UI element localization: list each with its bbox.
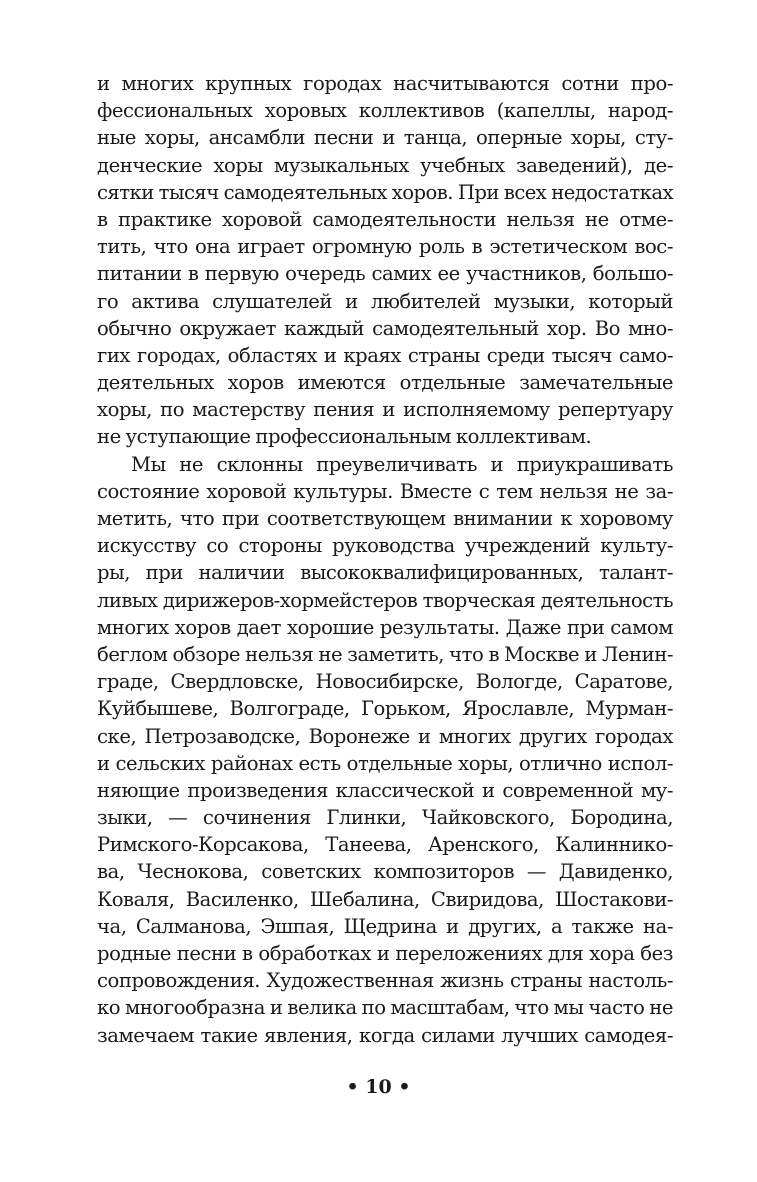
- text-line: беглом обзоре нельзя не заметить, что в Москве и Ленин-: [97, 642, 673, 666]
- text-line: питании в первую очередь самих ее участников, большо-: [97, 262, 673, 286]
- text-line: метить, что при соответствующем внимании к хоровому: [97, 507, 673, 530]
- text-line: Римского-Корсакова, Танеева, Аренского, Калиннико-: [97, 833, 673, 857]
- text-line: в практике хоровой самодеятельности нельзя не отме-: [97, 207, 673, 231]
- text-line: го актива слушателей и любителей музыки, который: [97, 289, 673, 313]
- text-line: сопровождения. Художественная жизнь страны настоль-: [97, 969, 673, 993]
- text-line: гих городах, областях и краях страны среди тысяч само-: [97, 343, 673, 367]
- text-line: тить, что она играет огромную роль в эстетическом вос-: [97, 235, 673, 259]
- text-line: няющие произведения классической и современной му-: [97, 778, 673, 802]
- text-line: хоры, по мастерству пения и исполняемому репертуару: [97, 398, 673, 422]
- text-line: фессиональных хоровых коллективов (капеллы, народ-: [97, 99, 673, 123]
- text-line: родные песни в обработках и переложениях для хора без: [97, 942, 673, 965]
- text-line: замечаем такие явления, когда силами лучших самодея-: [97, 1023, 673, 1047]
- text-line: и многих крупных городах насчитываются сотни про-: [97, 72, 673, 95]
- text-line: деятельных хоров имеются отдельные замечательные: [97, 371, 673, 395]
- text-line: Коваля, Василенко, Шебалина, Свиридова, Шостакови-: [97, 887, 673, 911]
- text-line: ры, при наличии высококвалифицированных, талант-: [97, 561, 673, 585]
- text-line: зыки, — сочинения Глинки, Чайковского, Бородина,: [97, 806, 673, 830]
- text-line: граде, Свердловске, Новосибирске, Вологде, Саратове,: [97, 670, 673, 694]
- text-line: сятки тысяч самодеятельных хоров. При всех недостатках: [97, 180, 673, 204]
- text-line: Куйбышеве, Волгограде, Горьком, Ярославле, Мурман-: [97, 697, 673, 721]
- text-line: многих хоров дает хорошие результаты. Даже при самом: [97, 615, 673, 639]
- paragraph: [97, 70, 673, 451]
- text-line: ча, Салманова, Эшпая, Щедрина и других, а также на-: [97, 914, 673, 938]
- text-line: ливых дирижеров-хормейстеров творческая деятельность: [97, 588, 673, 612]
- text-line: не уступающие профессиональным коллективам.: [97, 425, 592, 449]
- text-line: обычно окружает каждый самодеятельный хор. Во мно-: [97, 316, 673, 340]
- text-line: ные хоры, ансамбли песни и танца, оперные хоры, сту-: [97, 126, 673, 150]
- paragraph: [97, 451, 673, 1049]
- text-line: и сельских районах есть отдельные хоры, отлично испол-: [97, 751, 673, 775]
- text-line: ва, Чеснокова, советских композиторов — Давиденко,: [97, 860, 673, 884]
- text-line: денческие хоры музыкальных учебных заведений), де-: [97, 153, 673, 177]
- page-body: [97, 70, 673, 1049]
- text-line: искусству со стороны руководства учреждений культу-: [97, 534, 673, 558]
- text-line: Мы не склонны преувеличивать и приукрашивать: [131, 452, 673, 476]
- text-line: состояние хоровой культуры. Вместе с тем нельзя не за-: [97, 479, 673, 503]
- text-line: ко многообразна и велика по масштабам, что мы часто не: [97, 996, 673, 1020]
- text-line: ске, Петрозаводске, Воронеже и многих других городах: [97, 724, 673, 748]
- page-number: • 10 •: [346, 1076, 411, 1098]
